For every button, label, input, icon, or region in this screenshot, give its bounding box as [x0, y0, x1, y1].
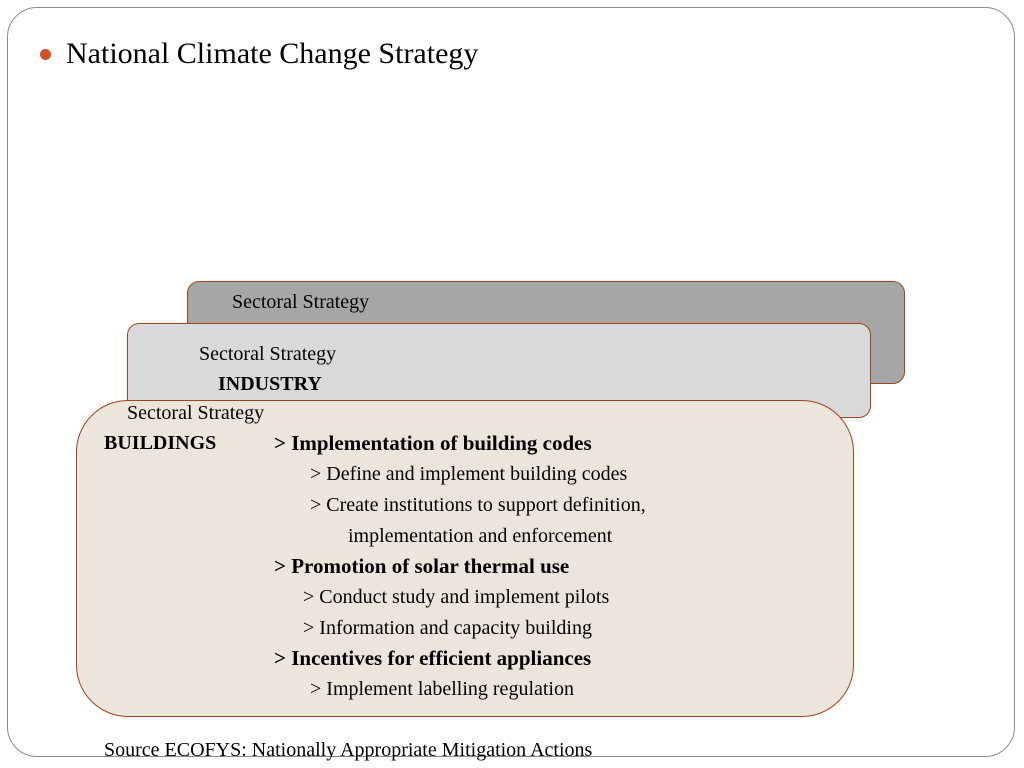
strategy-item-heading: > Promotion of solar thermal use — [274, 554, 570, 578]
slide-title: National Climate Change Strategy — [66, 37, 479, 70]
strategy-item: > Conduct study and implement pilots — [303, 586, 610, 608]
strategy-item: > Implement labelling regulation — [310, 678, 574, 700]
strategy-item: implementation and enforcement — [348, 525, 613, 547]
card-middle-label: Sectoral Strategy — [199, 343, 337, 365]
strategy-item: > Define and implement building codes — [310, 463, 628, 485]
strategy-item-heading: > Implementation of building codes — [274, 431, 592, 455]
card-back-label: Sectoral Strategy — [232, 291, 370, 313]
card-front-sector: BUILDINGS — [104, 432, 217, 454]
strategy-item: > Information and capacity building — [303, 617, 592, 639]
card-middle-sector: INDUSTRY — [218, 373, 322, 395]
strategy-item-heading: > Incentives for efficient appliances — [274, 646, 592, 670]
title-row — [40, 34, 478, 74]
strategy-item: > Create institutions to support definition, — [310, 494, 646, 516]
bullet-dot-icon — [40, 49, 51, 60]
source-citation: Source ECOFYS: Nationally Appropriate Mitigation Actions — [104, 739, 593, 761]
card-front-label: Sectoral Strategy — [127, 402, 265, 424]
